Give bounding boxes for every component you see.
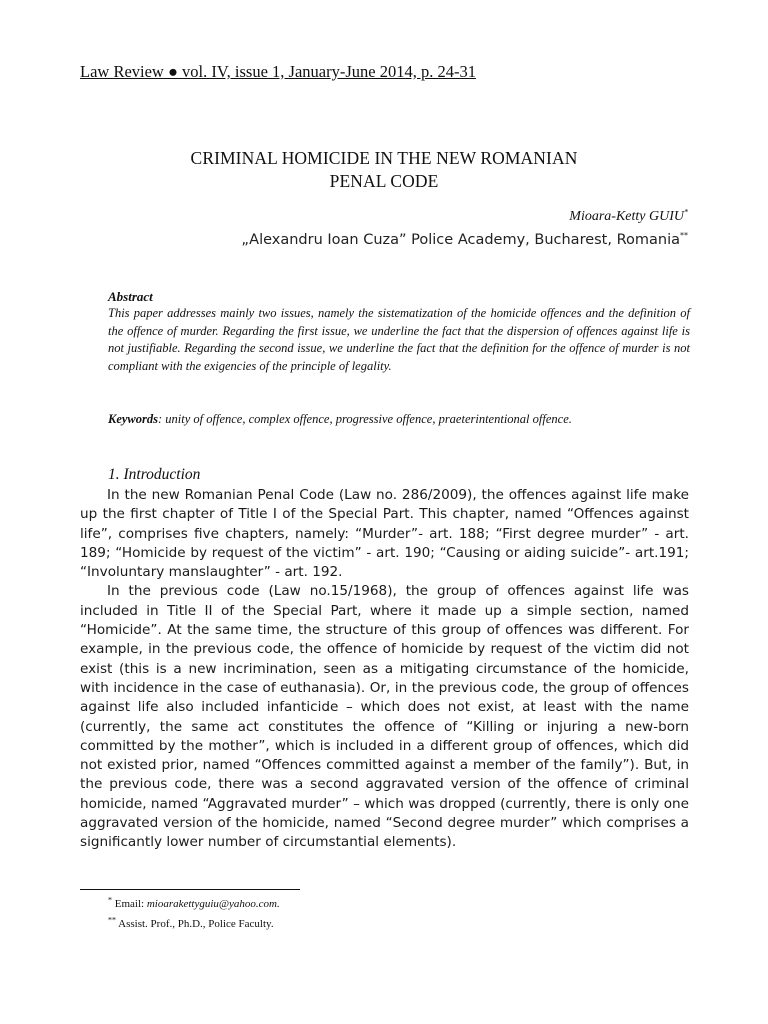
footnote-1-mark: * <box>108 895 112 905</box>
author-name: Mioara-Ketty GUIU <box>569 209 684 224</box>
keywords-text: : unity of offence, complex offence, progressive offence, praeterintentional offence. <box>158 412 572 426</box>
footnote-divider <box>80 889 300 890</box>
keywords-label: Keywords <box>108 412 158 426</box>
affiliation-line <box>241 232 688 248</box>
footnote-email: mioarakettyguiu@yahoo.com. <box>146 898 280 910</box>
author-line <box>569 209 688 225</box>
footnote-1-label: Email: <box>112 898 147 910</box>
body-paragraph: In the previous code (Law no.15/1968), the group of offences against life was included in Title II of the Special Part, where it made up a simple section, named “Homicide”. At the same time, the structure of this group of offences was different. For example, in the previous code, the offence of homicide by request of the victim did not exist (this is a new incrimination, seen as a mitigating circumstance of the homicide, with incidence in the case of euthanasia). Or, in the previous code, the group of offences against life also included infanticide – which does not exist, at least with the name (currently, the same act constitutes the offence of “Killing or injuring a new-born committed by the mother”, which is included in a different group of offences, which did not existed prior, named “Offences committed against a member of the family”). But, in the previous code, there was a second aggravated version of the offence of criminal homicide, named “Aggravated murder” – which was dropped (currently, there is only one aggravated version of the homicide, named “Second degree murder” which comprises a significantly lower number of circumstantial elements). <box>80 583 689 851</box>
footnote-1 <box>108 895 280 910</box>
footnote-2-mark: ** <box>108 915 116 925</box>
section-heading: 1. Introduction <box>108 466 201 483</box>
affiliation-footnote-mark: ** <box>680 231 688 241</box>
abstract-text: This paper addresses mainly two issues, namely the sistematization of the homicide offences and the definition of the offence of murder. Regarding the first issue, we underline the fact that the dispersion of offences against life is not justifiable. Regarding the second issue, we underline the fact that the definition for the offence of murder is not compliant with the exigencies of the principle of legality. <box>108 306 690 373</box>
article-title-line-2: PENAL CODE <box>329 171 439 191</box>
author-footnote-mark: * <box>684 207 688 217</box>
article-title-line-1: CRIMINAL HOMICIDE IN THE NEW ROMANIAN <box>190 148 578 168</box>
footnote-2 <box>108 915 274 930</box>
keywords-line <box>108 411 690 428</box>
affiliation-text: „Alexandru Ioan Cuza” Police Academy, Bucharest, Romania <box>241 232 680 248</box>
journal-citation: Law Review ● vol. IV, issue 1, January-June 2014, p. 24-31 <box>80 62 476 81</box>
body-paragraph: In the new Romanian Penal Code (Law no. 286/2009), the offences against life make up the first chapter of Title I of the Special Part. This chapter, named “Offences against life”, comprises five chapters, namely: “Murder”- art. 188; “First degree murder” - art. 189; “Homicide by request of the victim” - art. 190; “Causing or aiding suicide”- art.191; “Involuntary manslaughter” - art. 192. <box>80 487 689 581</box>
footnote-2-text: Assist. Prof., Ph.D., Police Faculty. <box>116 918 274 930</box>
article-title <box>100 147 668 193</box>
abstract-heading: Abstract <box>108 289 153 304</box>
section-body <box>80 486 689 853</box>
